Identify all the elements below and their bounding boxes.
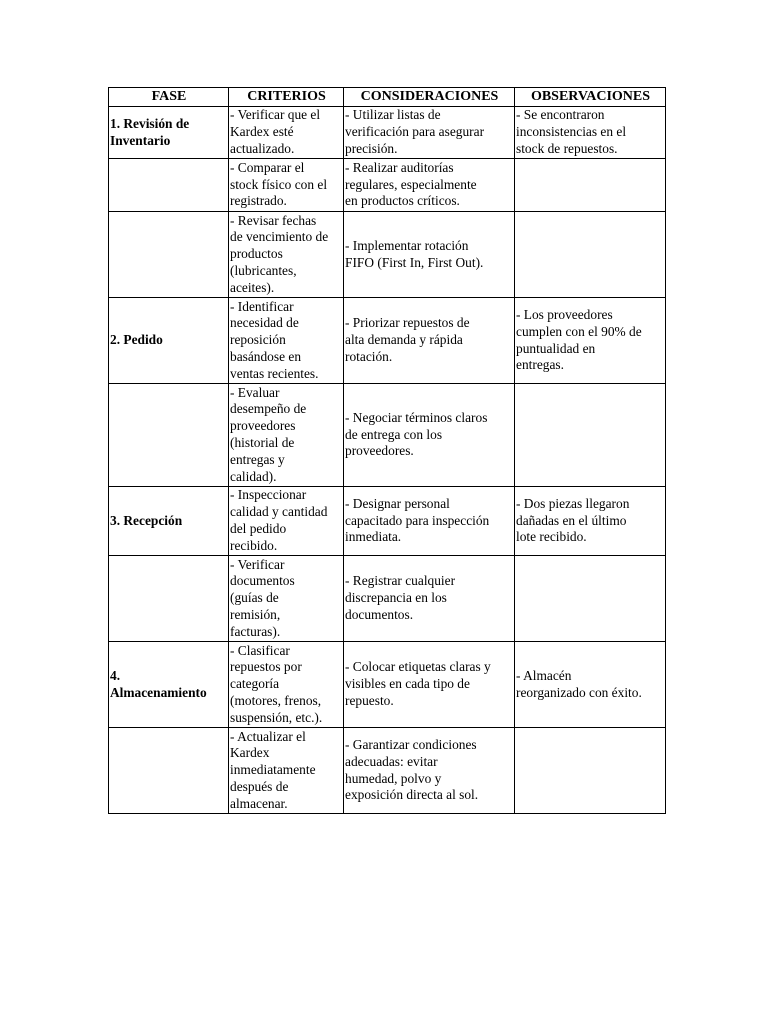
consideracion-cell: - Designar personal capacitado para inspección inmediata. [344, 487, 515, 556]
fase-cell: 4. Almacenamiento [109, 642, 229, 728]
consideracion-cell: - Realizar auditorías regulares, especialmente en productos críticos. [344, 159, 515, 212]
process-table [108, 87, 666, 814]
observacion-cell [515, 556, 666, 642]
table-row [109, 728, 666, 814]
fase-cell: 3. Recepción [109, 487, 229, 556]
header-observaciones: OBSERVACIONES [515, 88, 666, 107]
criterio-cell: - Comparar el stock físico con el registrado. [229, 159, 344, 212]
criterio-cell: - Revisar fechas de vencimiento de productos (lubricantes, aceites). [229, 212, 344, 298]
consideracion-cell: - Registrar cualquier discrepancia en los documentos. [344, 556, 515, 642]
criterio-cell: - Inspeccionar calidad y cantidad del pedido recibido. [229, 487, 344, 556]
criterio-cell: - Clasificar repuestos por categoría (motores, frenos, suspensión, etc.). [229, 642, 344, 728]
consideracion-cell: - Negociar términos claros de entrega con los proveedores. [344, 384, 515, 487]
header-criterios: CRITERIOS [229, 88, 344, 107]
table-row [109, 159, 666, 212]
fase-cell [109, 556, 229, 642]
observacion-cell: - Dos piezas llegaron dañadas en el último lote recibido. [515, 487, 666, 556]
fase-cell [109, 384, 229, 487]
table-row [109, 384, 666, 487]
observacion-cell [515, 159, 666, 212]
criterio-cell: - Evaluar desempeño de proveedores (historial de entregas y calidad). [229, 384, 344, 487]
fase-cell [109, 212, 229, 298]
table-row [109, 212, 666, 298]
criterio-cell: - Actualizar el Kardex inmediatamente después de almacenar. [229, 728, 344, 814]
fase-cell [109, 159, 229, 212]
header-row [109, 88, 666, 107]
header-consideraciones: CONSIDERACIONES [344, 88, 515, 107]
fase-cell: 1. Revisión de Inventario [109, 107, 229, 159]
table-row [109, 298, 666, 384]
consideracion-cell: - Utilizar listas de verificación para asegurar precisión. [344, 107, 515, 159]
criterio-cell: - Identificar necesidad de reposición basándose en ventas recientes. [229, 298, 344, 384]
consideracion-cell: - Implementar rotación FIFO (First In, First Out). [344, 212, 515, 298]
table-row [109, 642, 666, 728]
fase-cell: 2. Pedido [109, 298, 229, 384]
fase-cell [109, 728, 229, 814]
consideracion-cell: - Garantizar condiciones adecuadas: evitar humedad, polvo y exposición directa al sol. [344, 728, 515, 814]
consideracion-cell: - Priorizar repuestos de alta demanda y rápida rotación. [344, 298, 515, 384]
observacion-cell: - Almacén reorganizado con éxito. [515, 642, 666, 728]
table-row [109, 556, 666, 642]
consideracion-cell: - Colocar etiquetas claras y visibles en cada tipo de repuesto. [344, 642, 515, 728]
table-row [109, 487, 666, 556]
header-fase: FASE [109, 88, 229, 107]
observacion-cell [515, 728, 666, 814]
observacion-cell [515, 384, 666, 487]
criterio-cell: - Verificar documentos (guías de remisión, facturas). [229, 556, 344, 642]
table-row [109, 107, 666, 159]
observacion-cell [515, 212, 666, 298]
criterio-cell: - Verificar que el Kardex esté actualizado. [229, 107, 344, 159]
observacion-cell: - Los proveedores cumplen con el 90% de puntualidad en entregas. [515, 298, 666, 384]
observacion-cell: - Se encontraron inconsistencias en el stock de repuestos. [515, 107, 666, 159]
